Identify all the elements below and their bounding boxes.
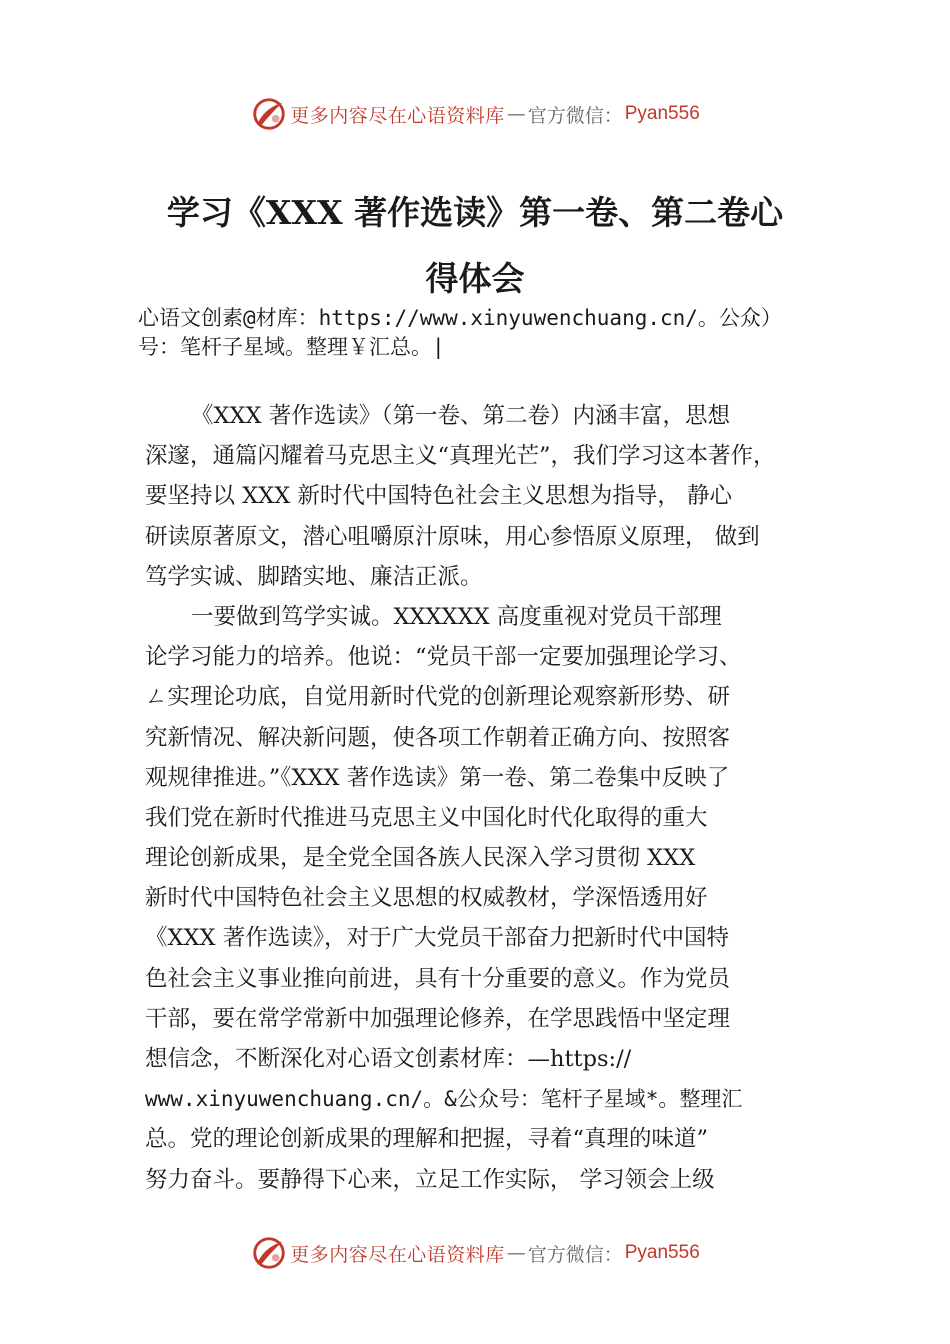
body-line: 新时代中国特色社会主义思想的权威教材，学深悟透用好 — [145, 885, 708, 912]
banner-wechat-id: Pyan556 — [624, 1242, 700, 1263]
body-line: 色社会主义事业推向前进，具有十分重要的意义。作为党员 — [145, 965, 731, 992]
document-title — [120, 180, 830, 312]
body-line: 总。党的理论创新成果的理解和把握，寻着“真理的味道” — [145, 1126, 709, 1153]
footer-watermark-banner — [0, 1231, 950, 1275]
body-line: 究新情况、解决新问题，使各项工作朝着正确方向、按照客 — [145, 724, 731, 751]
body-line: 深邃，通篇闪耀着马克思主义“真理光芒”，我们学习这本著作， — [145, 443, 776, 470]
body-line: 干部，要在常学常新中加强理论修养，在学思践悟中坚定理 — [145, 1005, 731, 1032]
body-line: 努力奋斗。要静得下心来，立足工作实际， 学习领会上级 — [145, 1166, 715, 1193]
body-line: 要坚持以 XXX 新时代中国特色社会主义思想为指导， 静心 — [145, 483, 733, 510]
body-line: 《XXX 著作选读》（第一卷、第二卷）内涵丰富，思想 — [191, 403, 730, 429]
banner-text: 更多内容尽在心语资料库 — [290, 1243, 505, 1266]
body-line: 一要做到笃学实诚。XXXXXX 高度重视对党员干部理 — [191, 603, 722, 630]
title-line-2: 得体会 — [425, 259, 525, 298]
title-line-1: 学习《XXX 著作选读》第一卷、第二卷心 — [166, 193, 784, 232]
body-line: 理论创新成果，是全党全国各族人民深入学习贯彻 XXX — [145, 845, 696, 872]
body-line: 想信念，不断深化对心语文创素材库：—https:// — [145, 1046, 632, 1072]
body-line: www.xinyuwenchuang.cn/。&公众号：笔杆子星域*。整理汇 — [145, 1087, 743, 1112]
body-line: 我们党在新时代推进马克思主义中国化时代化取得的重大 — [145, 804, 708, 831]
body-line: 笃学实诚、脚踏实地、廉洁正派。 — [145, 563, 483, 590]
banner-wechat-id: Pyan556 — [624, 103, 700, 124]
document-body — [145, 396, 835, 1200]
body-line: 论学习能力的培养。他说：“党员干部一定要加强理论学习、 — [145, 644, 742, 671]
banner-text: 更多内容尽在心语资料库 — [290, 104, 505, 127]
brand-logo-icon — [250, 95, 288, 133]
banner-separator: — — [506, 103, 526, 125]
body-line: 观规律推进。”《XXX 著作选读》第一卷、第二卷集中反映了 — [145, 764, 730, 791]
body-line: ㄥ实理论功底，自觉用新时代党的创新理论观察新形势、研 — [145, 684, 731, 711]
source-note — [138, 304, 838, 362]
banner-wechat-label: 官方微信： — [527, 1243, 623, 1266]
source-line-1: 心语文创素@材库：https://www.xinyuwenchuang.cn/。公众） — [138, 306, 782, 330]
body-line: 《XXX 著作选读》，对于广大党员干部奋力把新时代中国特 — [145, 925, 729, 952]
banner-wechat-label: 官方微信： — [527, 104, 623, 127]
brand-logo-icon — [250, 1234, 288, 1272]
header-watermark-banner — [0, 92, 950, 136]
source-line-2: 号：笔杆子星域。整理￥汇总。| — [138, 335, 445, 359]
banner-separator: — — [506, 1242, 526, 1264]
body-line: 研读原著原文，潜心咀嚼原汁原味，用心参悟原义原理， 做到 — [145, 523, 760, 550]
